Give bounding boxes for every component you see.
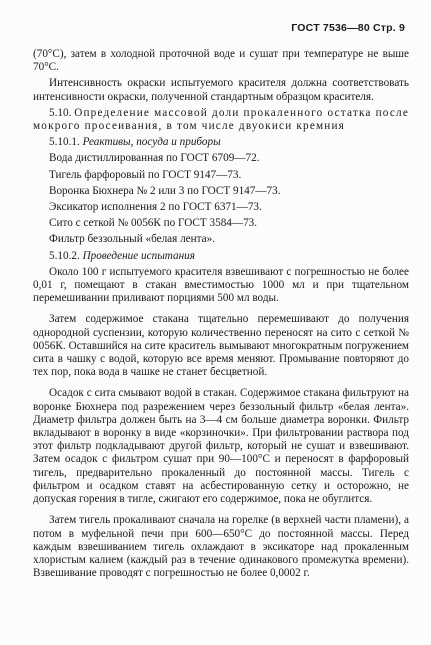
- section-5-10-2-heading: [33, 250, 409, 263]
- reagent-desiccator: Эксикатор исполнения 2 по ГОСТ 6371—73.: [49, 201, 262, 214]
- reagent-sieve: Сито с сеткой № 0056К по ГОСТ 3584—73.: [49, 217, 258, 230]
- page-header: ГОСТ 7536—80 Стр. 9: [291, 22, 405, 34]
- section-5-10-2-number: 5.10.2.: [49, 249, 80, 262]
- reagent-water: Вода дистиллированная по ГОСТ 6709—72.: [49, 152, 260, 165]
- paragraph-continuation: (70°С), затем в холодной проточной воде и сушат при температуре не выше 70°С.: [33, 48, 409, 74]
- section-5-10-1-heading: [33, 136, 409, 149]
- reagent-crucible: Тигель фарфоровый по ГОСТ 9147—73.: [49, 168, 242, 181]
- paragraph-calcination: Затем тигель прокаливают сначала на горелке (в верхней части пламени), а потом в муфельной печи при 600—650°С до постоянной массы. Перед каждым взвешиванием тигель охлаждают в эксикаторе над прокаленным хлористым калием (каждый раз в течение одинакового промежутка времени). Взвешивание проводят с погрешностью не более 0,0002 г.: [33, 514, 409, 580]
- paragraph-filtering: Осадок с сита смывают водой в стакан. Содержимое стакана фильтруют на воронке Бюхнера под разрежением через беззольный фильтр «белая лента». Диаметр фильтра должен быть на 3—4 см больше диаметра воронки. Фильтр вкладывают в воронку в виде «корзиночки». При фильтровании раствора под этот фильтр подкладывают другой фильтр, который не сушат и взвешивают. Затем осадок с фильтром сушат при 90—100°С и переносят в фарфоровый тигель, предварительно прокаленный до постоянной массы. Тигель с фильтром и осадком ставят на асбестированную сетку и осторожно, не допуская горения в тигле, сжигают его содержимое, пока не обуглится.: [33, 387, 409, 506]
- paragraph-intensity: Интенсивность окраски испытуемого красителя должна соответствовать интенсивности окраски, полученной стандартным образцом красителя.: [33, 77, 409, 103]
- document-body: [33, 48, 409, 583]
- reagent-funnel: Воронка Бюхнера № 2 или 3 по ГОСТ 9147—73.: [49, 184, 281, 197]
- section-5-10-title: Определение массовой доли прокаленного остатка после мокрого просеивания, в том числе двуокиси кремния: [33, 106, 409, 133]
- section-5-10-1-number: 5.10.1.: [49, 136, 80, 149]
- section-5-10-2-title: Проведение испытания: [82, 249, 195, 262]
- paragraph-weighing: Около 100 г испытуемого красителя взвешивают с погрешностью не более 0,01 г, помещают в стакан вместимостью 1000 мл и при тщательном перемешивании приливают порциями 500 мл воды.: [33, 265, 409, 305]
- section-5-10-heading: [33, 107, 409, 133]
- paragraph-mixing: Затем содержимое стакана тщательно перемешивают до получения однородной суспензии, которую количественно переносят на сито с сеткой № 0056К. Оставшийся на сите краситель вымывают многократным погружением сита в чашку с водой, которую все время меняют. Промывание повторяют до тех пор, пока вода в чашке не станет бесцветной.: [33, 313, 409, 379]
- section-5-10-number: 5.10.: [49, 106, 72, 119]
- reagent-filter: Фильтр беззольный «белая лента».: [49, 233, 215, 246]
- section-5-10-1-title: Реактивы, посуда и приборы: [82, 136, 221, 149]
